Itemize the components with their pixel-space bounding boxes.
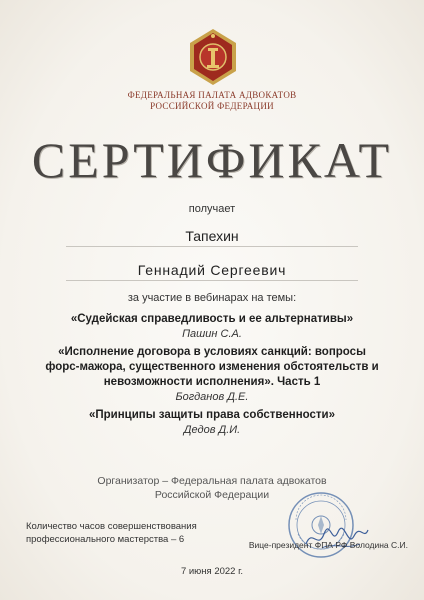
topic-item: [40, 408, 384, 438]
training-hours: [26, 520, 226, 546]
topic-speaker: Богданов Д.Е.: [175, 391, 249, 403]
lawyers-chamber-emblem-icon: [186, 27, 240, 87]
topics-intro: за участие в вебинарах на темы:: [127, 292, 297, 304]
hours-line-2: профессионального мастерства – 6: [26, 534, 185, 545]
receives-label: получает: [188, 203, 236, 215]
organizer: [0, 474, 424, 502]
hours-line-1: Количество часов совершенствования: [26, 521, 197, 532]
topic-speaker: Дедов Д.И.: [183, 424, 241, 436]
issue-date: 7 июня 2022 г.: [180, 566, 244, 577]
organizer-line-1: Организатор – Федеральная палата адвокатов: [97, 475, 327, 487]
topic-title: «Судейская справедливость и ее альтернативы»: [70, 313, 354, 325]
recipient-surname: Тапехин: [66, 226, 358, 247]
recipient-first-names: Геннадий Сергеевич: [66, 260, 358, 281]
topic-item: [40, 345, 384, 405]
signer-name: Вице-президент ФПА РФ Володина С.И.: [248, 540, 408, 550]
chamber-line-2: РОССИЙСКОЙ ФЕДЕРАЦИИ: [150, 101, 274, 111]
certificate-title: СЕРТИФИКАТ: [31, 132, 393, 188]
topics-list: [40, 312, 384, 441]
organizer-line-2: Российской Федерации: [154, 489, 270, 501]
topic-title: «Принципы защиты права собственности»: [88, 409, 336, 421]
chamber-name: [0, 90, 424, 112]
topic-speaker: Пашин С.А.: [182, 328, 242, 340]
topic-title: «Исполнение договора в условиях санкций: вопросы форс-мажора, существенного изменения обстоятельств и невозможности исполнения». Часть 1: [45, 346, 379, 388]
topic-item: [40, 312, 384, 342]
chamber-line-1: ФЕДЕРАЛЬНАЯ ПАЛАТА АДВОКАТОВ: [127, 90, 297, 100]
